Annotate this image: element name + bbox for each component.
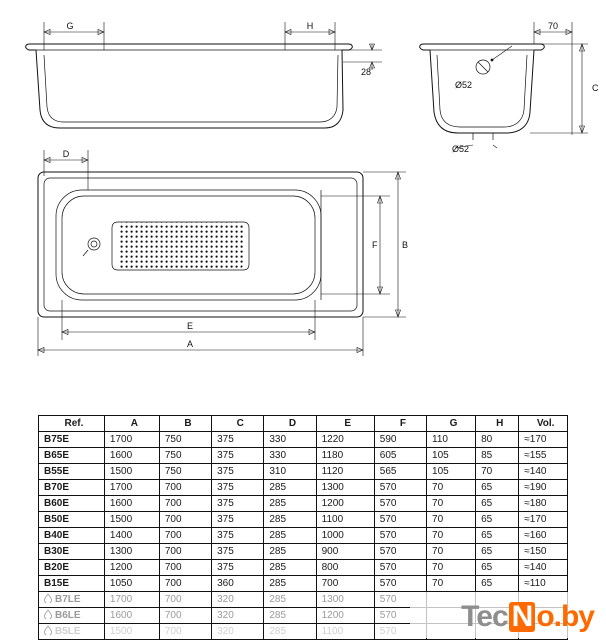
cell-c: 375 [212, 448, 264, 464]
cell-ref: B60E [39, 496, 105, 512]
cell-d: 285 [264, 512, 316, 528]
cell-ref: B50E [39, 512, 105, 528]
top-view-bath [38, 172, 363, 317]
cell-f: 570 [374, 544, 426, 560]
cell-e: 1200 [316, 496, 374, 512]
table-row [39, 544, 568, 560]
cell-e: 1220 [316, 432, 374, 448]
cell-d: 285 [264, 480, 316, 496]
cell-f: 590 [374, 432, 426, 448]
label-G: G [66, 21, 74, 31]
cell-ref: B65E [39, 448, 105, 464]
cell-c: 375 [212, 560, 264, 576]
cell-h: 65 [476, 560, 519, 576]
col-g: G [427, 416, 476, 432]
watermark-part-3: o [536, 600, 554, 633]
cell-b: 750 [159, 448, 211, 464]
table-row [39, 480, 568, 496]
label-E: E [186, 321, 194, 331]
cell-g: 105 [427, 448, 476, 464]
cell-g: 70 [427, 512, 476, 528]
cell-g: 70 [427, 528, 476, 544]
table-row [39, 560, 568, 576]
label-diameter-52-bottom: Ø52 [452, 144, 470, 154]
cell-vol: ≈170 [519, 432, 568, 448]
cell-f: 570 [374, 480, 426, 496]
col-a: A [104, 416, 159, 432]
cell-ref: B20E [39, 560, 105, 576]
cell-f: 570 [374, 576, 426, 592]
label-D: D [62, 149, 70, 159]
cell-h: 65 [476, 512, 519, 528]
watermark-part-4: .by [553, 600, 594, 633]
cell-f: 565 [374, 464, 426, 480]
cell-b: 700 [159, 576, 211, 592]
cell-d: 285 [264, 608, 316, 624]
table-row [39, 464, 568, 480]
cell-c: 375 [212, 528, 264, 544]
cell-f: 570 [374, 512, 426, 528]
cell-d: 330 [264, 432, 316, 448]
cell-ref: B7LE [39, 592, 105, 608]
label-H: H [306, 21, 314, 31]
label-B: B [402, 240, 409, 250]
cell-vol: ≈160 [519, 528, 568, 544]
cell-a: 1500 [104, 464, 159, 480]
table-row [39, 512, 568, 528]
cell-d: 310 [264, 464, 316, 480]
cell-vol: ≈150 [519, 544, 568, 560]
cell-b: 700 [159, 608, 211, 624]
cell-a: 1700 [104, 592, 159, 608]
label-C: C [592, 83, 599, 93]
cell-h: 65 [476, 544, 519, 560]
label-28: 28 [360, 67, 372, 77]
cell-e: 800 [316, 560, 374, 576]
cell-b: 700 [159, 544, 211, 560]
cell-e: 1100 [316, 512, 374, 528]
cell-c: 375 [212, 544, 264, 560]
cell-ref: B5LE [39, 624, 105, 640]
side-view-bath-outline [26, 44, 353, 128]
cell-ref: B30E [39, 544, 105, 560]
cell-a: 1700 [104, 480, 159, 496]
cell-f: 570 [374, 608, 426, 624]
cell-f: 570 [374, 560, 426, 576]
cell-b: 700 [159, 592, 211, 608]
cell-d: 285 [264, 576, 316, 592]
cell-c: 320 [212, 608, 264, 624]
cell-c: 375 [212, 512, 264, 528]
cell-b: 700 [159, 528, 211, 544]
cell-b: 700 [159, 480, 211, 496]
col-e: E [316, 416, 374, 432]
cell-b: 750 [159, 432, 211, 448]
col-f: F [374, 416, 426, 432]
water-drop-icon [44, 593, 52, 602]
cell-b: 700 [159, 512, 211, 528]
cell-c: 375 [212, 432, 264, 448]
cell-ref: B55E [39, 464, 105, 480]
table-row [39, 528, 568, 544]
col-d: D [264, 416, 316, 432]
label-diameter-52-top: Ø52 [455, 80, 473, 90]
cell-h: 65 [476, 496, 519, 512]
cell-c: 375 [212, 496, 264, 512]
water-drop-icon [44, 609, 52, 618]
cell-e: 1100 [316, 624, 374, 640]
cell-ref: B6LE [39, 608, 105, 624]
cell-d: 285 [264, 496, 316, 512]
cell-g: 70 [427, 576, 476, 592]
cell-g: 105 [427, 464, 476, 480]
cell-a: 1400 [104, 528, 159, 544]
cell-b: 700 [159, 560, 211, 576]
col-b: B [159, 416, 211, 432]
cell-h: 65 [476, 480, 519, 496]
cell-f: 570 [374, 624, 426, 640]
cell-f: 570 [374, 528, 426, 544]
cell-vol: ≈170 [519, 512, 568, 528]
cell-d: 285 [264, 528, 316, 544]
water-drop-icon [44, 625, 52, 634]
cell-a: 1600 [104, 496, 159, 512]
cell-a: 1050 [104, 576, 159, 592]
watermark-part-2: N [509, 602, 536, 632]
side-view-dimensions [44, 21, 382, 77]
cell-ref: B15E [39, 576, 105, 592]
col-c: C [212, 416, 264, 432]
section-view-bath [420, 44, 545, 154]
cell-vol: ≈110 [519, 576, 568, 592]
table-row [39, 576, 568, 592]
cell-e: 900 [316, 544, 374, 560]
cell-h: 85 [476, 448, 519, 464]
cell-e: 1200 [316, 608, 374, 624]
label-70: 70 [547, 21, 559, 31]
cell-e: 1180 [316, 448, 374, 464]
cell-g: 70 [427, 560, 476, 576]
cell-g: 70 [427, 480, 476, 496]
cell-d: 285 [264, 592, 316, 608]
cell-g: 70 [427, 496, 476, 512]
cell-vol: ≈190 [519, 480, 568, 496]
cell-a: 1600 [104, 608, 159, 624]
cell-vol: ≈140 [519, 464, 568, 480]
cell-g: 110 [427, 432, 476, 448]
cell-b: 750 [159, 464, 211, 480]
cell-d: 330 [264, 448, 316, 464]
cell-a: 1600 [104, 448, 159, 464]
cell-b: 700 [159, 624, 211, 640]
cell-h: 65 [476, 528, 519, 544]
table-row [39, 448, 568, 464]
cell-h: 70 [476, 464, 519, 480]
table-header-row [39, 416, 568, 432]
cell-e: 1300 [316, 480, 374, 496]
cell-c: 360 [212, 576, 264, 592]
col-ref: Ref. [39, 416, 105, 432]
cell-a: 1300 [104, 544, 159, 560]
cell-c: 375 [212, 480, 264, 496]
cell-h: 65 [476, 576, 519, 592]
cell-e: 1120 [316, 464, 374, 480]
cell-f: 570 [374, 496, 426, 512]
cell-ref: B40E [39, 528, 105, 544]
cell-e: 1000 [316, 528, 374, 544]
cell-d: 285 [264, 544, 316, 560]
cell-a: 1500 [104, 512, 159, 528]
section-view-dimensions [530, 21, 599, 135]
cell-ref: B75E [39, 432, 105, 448]
cell-c: 320 [212, 624, 264, 640]
cell-a: 1200 [104, 560, 159, 576]
label-A: A [186, 339, 194, 349]
cell-h: 80 [476, 432, 519, 448]
watermark-part-1: Tec [461, 600, 508, 633]
cell-d: 285 [264, 624, 316, 640]
cell-vol: ≈180 [519, 496, 568, 512]
cell-vol: ≈140 [519, 560, 568, 576]
cell-vol: ≈155 [519, 448, 568, 464]
cell-e: 700 [316, 576, 374, 592]
table-row [39, 496, 568, 512]
cell-d: 285 [264, 560, 316, 576]
col-vol: Vol. [519, 416, 568, 432]
cell-a: 1700 [104, 432, 159, 448]
cell-a: 1500 [104, 624, 159, 640]
cell-c: 375 [212, 464, 264, 480]
cell-g: 70 [427, 544, 476, 560]
cell-b: 700 [159, 496, 211, 512]
label-F: F [372, 240, 378, 250]
table-row [39, 432, 568, 448]
cell-ref: B70E [39, 480, 105, 496]
cell-c: 320 [212, 592, 264, 608]
watermark-tecno-by [461, 602, 594, 632]
cell-f: 605 [374, 448, 426, 464]
col-h: H [476, 416, 519, 432]
cell-f: 570 [374, 592, 426, 608]
cell-e: 1300 [316, 592, 374, 608]
